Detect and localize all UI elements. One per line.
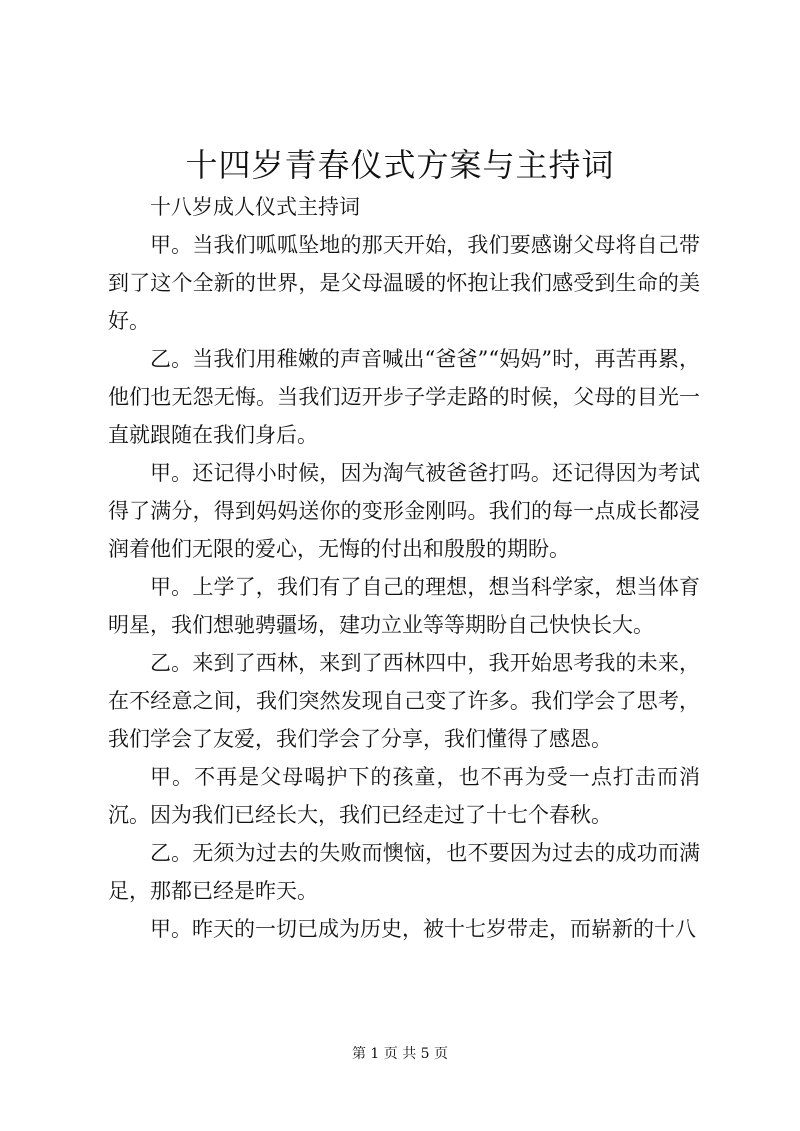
paragraph: 乙。当我们用稚嫩的声音喊出“爸爸”“妈妈”时，再苦再累，他们也无怨无悔。当我们迈开步子学走路的时候，父母的目光一直就跟随在我们身后。: [108, 347, 700, 447]
paragraph: 乙。来到了西林，来到了西林四中，我开始思考我的未来，在不经意之间，我们突然发现自己变了许多。我们学会了思考，我们学会了友爱，我们学会了分享，我们懂得了感恩。: [108, 651, 700, 751]
document-body: [108, 188, 700, 948]
paragraph: 甲。还记得小时候，因为淘气被爸爸打吗。还记得因为考试得了满分，得到妈妈送你的变形金刚吗。我们的每一点成长都浸润着他们无限的爱心，无悔的付出和殷殷的期盼。: [108, 461, 700, 561]
paragraph: 甲。不再是父母喝护下的孩童，也不再为受一点打击而消沉。因为我们已经长大，我们已经走过了十七个春秋。: [108, 765, 700, 827]
page-footer: 第 1 页 共 5 页: [351, 1046, 449, 1062]
paragraph: 甲。当我们呱呱坠地的那天开始，我们要感谢父母将自己带到了这个全新的世界，是父母温暖的怀抱让我们感受到生命的美好。: [108, 233, 700, 333]
paragraph: 甲。上学了，我们有了自己的理想，想当科学家，想当体育明星，我们想驰骋疆场，建功立业等等期盼自己快快长大。: [108, 575, 700, 637]
document-title: 十四岁青春仪式方案与主持词: [185, 146, 615, 184]
paragraph-subtitle: 十八岁成人仪式主持词: [150, 195, 360, 219]
paragraph: 乙。无须为过去的失败而懊恼，也不要因为过去的成功而满足，那都已经是昨天。: [108, 841, 700, 903]
paragraph: 甲。昨天的一切已成为历史，被十七岁带走，而崭新的十八: [150, 917, 696, 941]
